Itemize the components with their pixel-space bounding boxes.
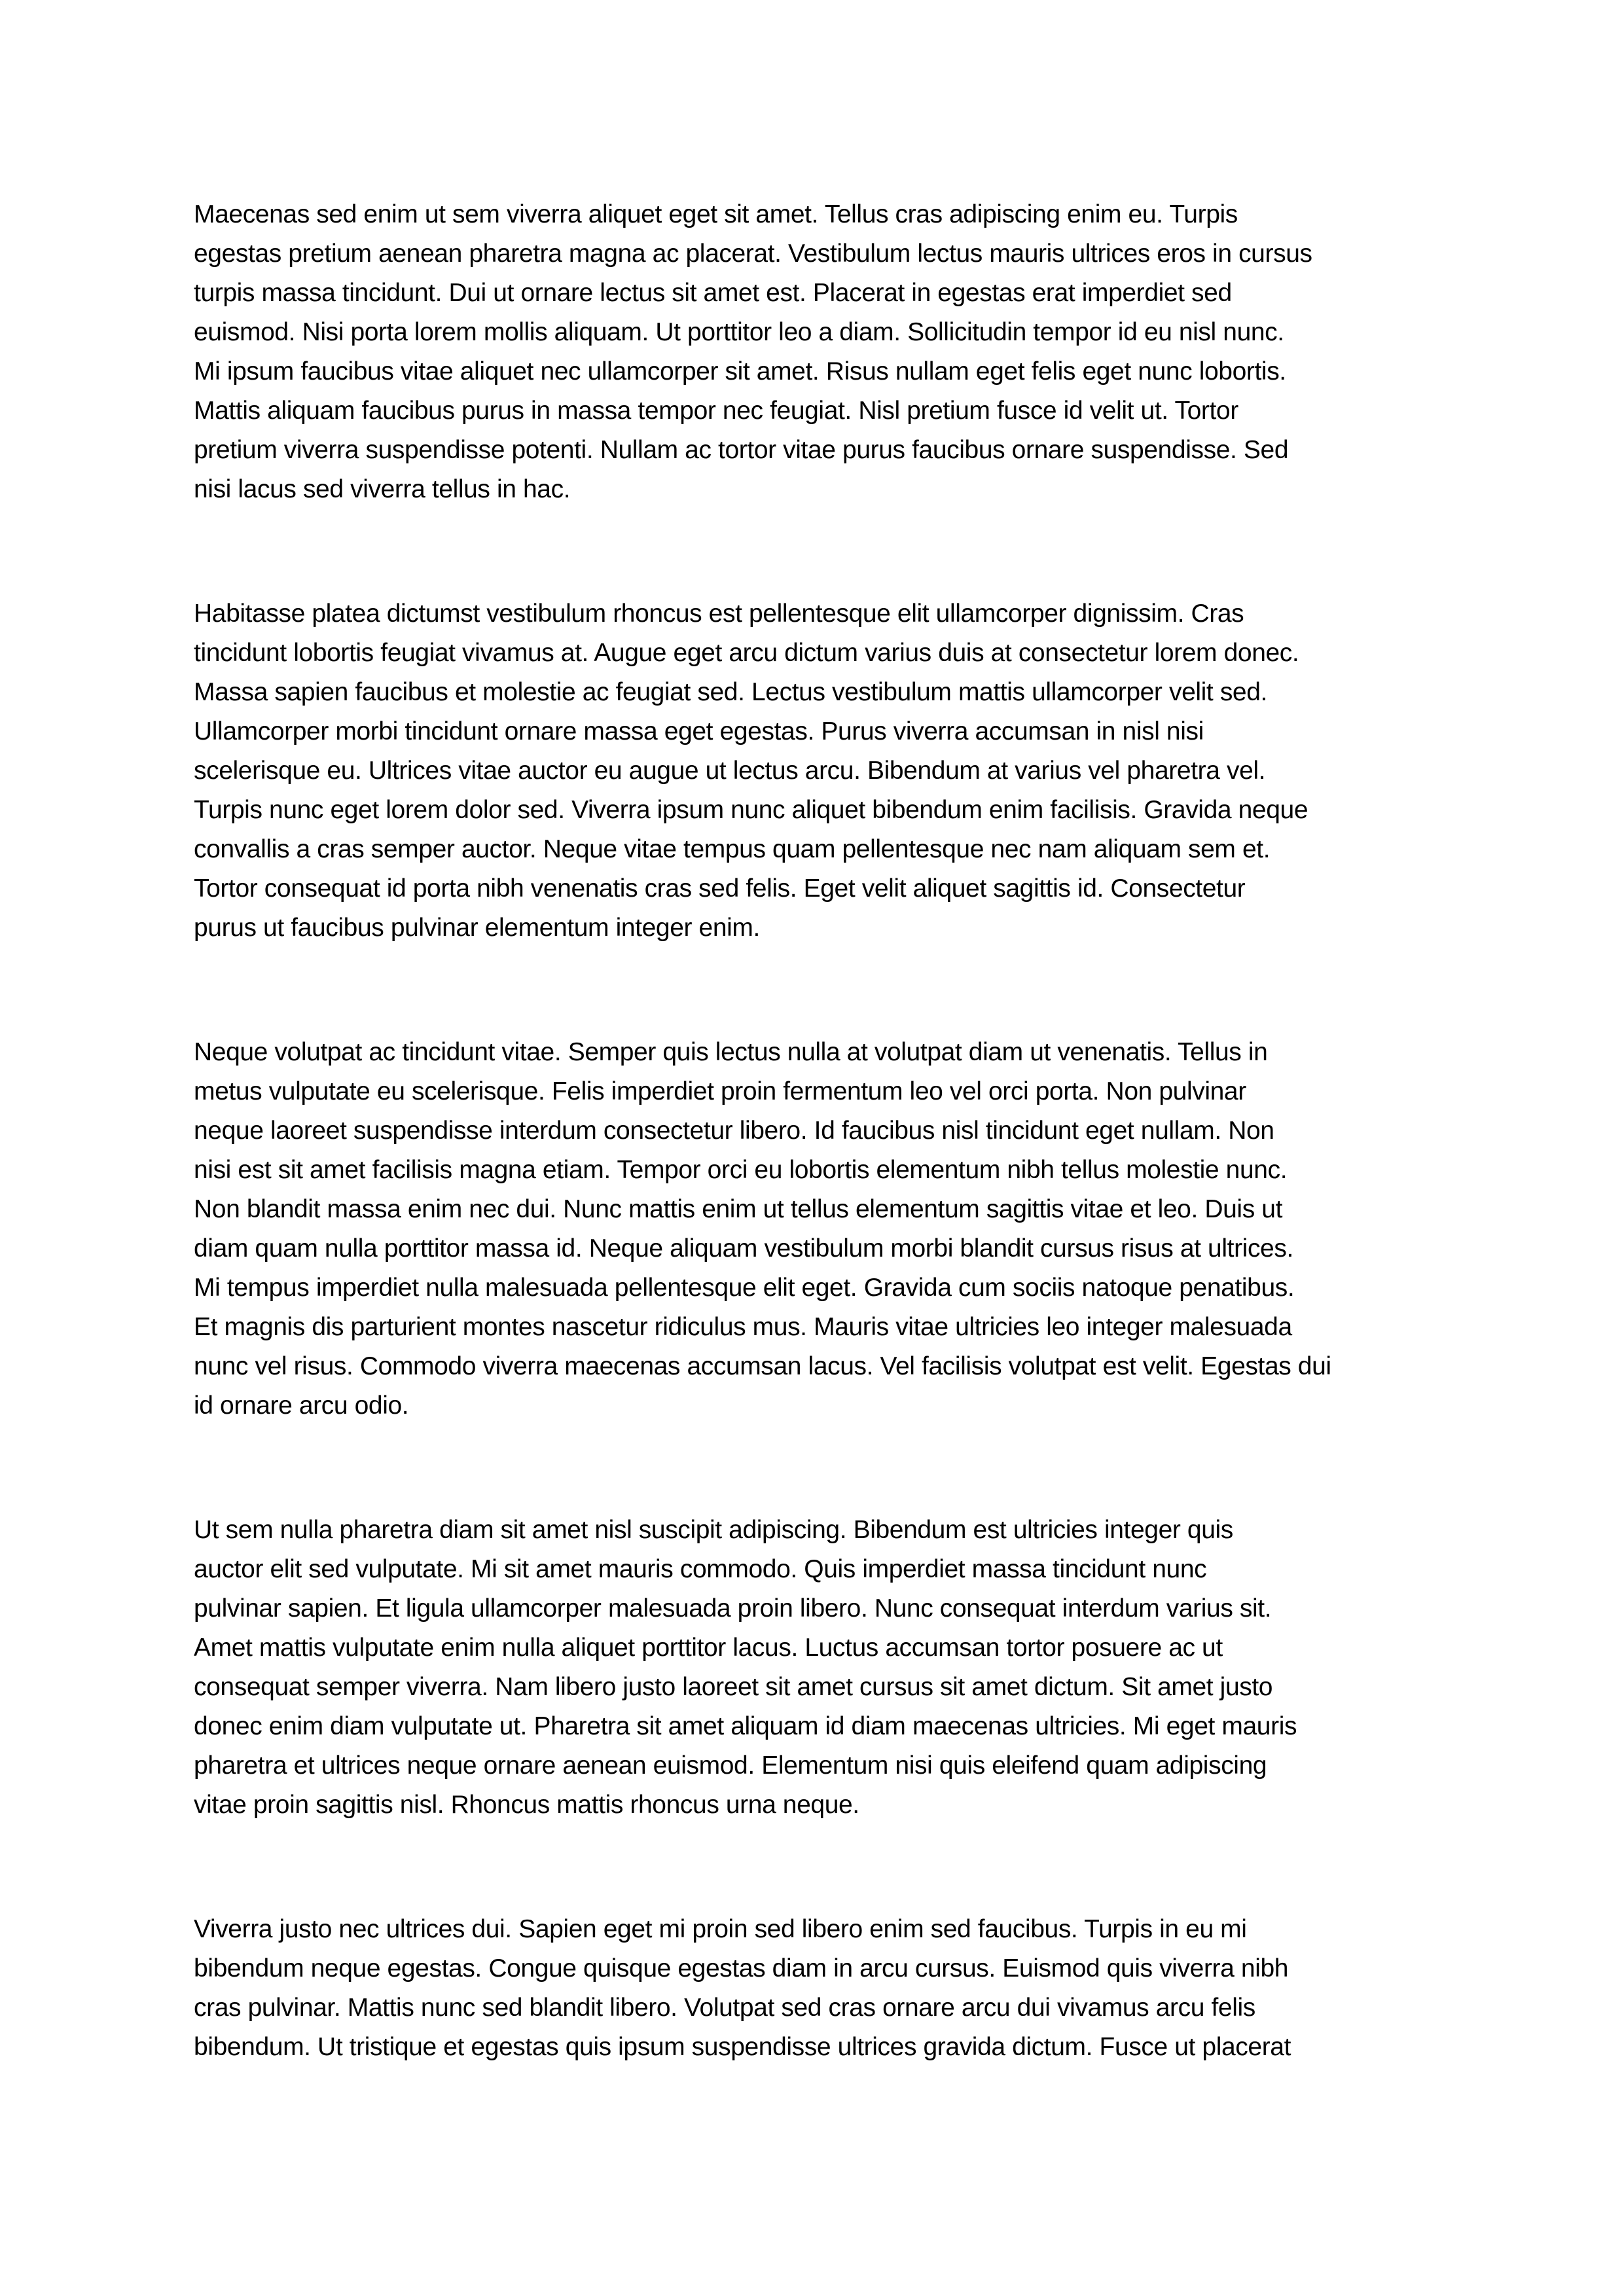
text-line: Non blandit massa enim nec dui. Nunc mattis enim ut tellus elementum sagittis vitae et leo. Duis ut (194, 1195, 1283, 1223)
document-body (194, 195, 1418, 2067)
text-line: bibendum. Ut tristique et egestas quis ipsum suspendisse ultrices gravida dictum. Fusce ut placerat (194, 2033, 1291, 2061)
text-line: Turpis nunc eget lorem dolor sed. Viverra ipsum nunc aliquet bibendum enim facilisis. Gravida neque (194, 796, 1308, 824)
text-line: Habitasse platea dictumst vestibulum rhoncus est pellentesque elit ullamcorper dignissim. Cras (194, 600, 1244, 628)
text-line: Neque volutpat ac tincidunt vitae. Semper quis lectus nulla at volutpat diam ut venenatis. Tellus in (194, 1038, 1268, 1066)
paragraph-5 (194, 1910, 1418, 2067)
text-line: turpis massa tincidunt. Dui ut ornare lectus sit amet est. Placerat in egestas erat imperdiet sed (194, 279, 1232, 307)
text-line: vitae proin sagittis nisl. Rhoncus mattis rhoncus urna neque. (194, 1791, 859, 1819)
text-line: tincidunt lobortis feugiat vivamus at. Augue eget arcu dictum varius duis at consectetur lorem donec. (194, 639, 1299, 667)
text-line: euismod. Nisi porta lorem mollis aliquam. Ut porttitor leo a diam. Sollicitudin tempor id eu nisl nunc. (194, 318, 1284, 346)
paragraph-2 (194, 594, 1418, 948)
text-line: auctor elit sed vulputate. Mi sit amet mauris commodo. Quis imperdiet massa tincidunt nunc (194, 1555, 1207, 1583)
text-line: Massa sapien faucibus et molestie ac feugiat sed. Lectus vestibulum mattis ullamcorper velit sed. (194, 678, 1267, 706)
text-line: donec enim diam vulputate ut. Pharetra sit amet aliquam id diam maecenas ultricies. Mi eget mauris (194, 1712, 1297, 1740)
text-line: pulvinar sapien. Et ligula ullamcorper malesuada proin libero. Nunc consequat interdum varius sit. (194, 1594, 1272, 1623)
text-line: diam quam nulla porttitor massa id. Neque aliquam vestibulum morbi blandit cursus risus at ultrices. (194, 1234, 1293, 1263)
paragraph-4 (194, 1511, 1418, 1825)
text-line: nisi est sit amet facilisis magna etiam. Tempor orci eu lobortis elementum nibh tellus molestie nunc. (194, 1156, 1288, 1184)
text-line: cras pulvinar. Mattis nunc sed blandit libero. Volutpat sed cras ornare arcu dui vivamus arcu felis (194, 1994, 1255, 2022)
paragraph-1 (194, 195, 1418, 509)
text-line: nisi lacus sed viverra tellus in hac. (194, 475, 571, 503)
text-line: pretium viverra suspendisse potenti. Nullam ac tortor vitae purus faucibus ornare suspendisse. Sed (194, 436, 1289, 464)
text-line: neque laoreet suspendisse interdum consectetur libero. Id faucibus nisl tincidunt eget nullam. Non (194, 1117, 1274, 1145)
text-line: Et magnis dis parturient montes nascetur ridiculus mus. Mauris vitae ultricies leo integer malesuada (194, 1313, 1292, 1341)
text-line: pharetra et ultrices neque ornare aenean euismod. Elementum nisi quis eleifend quam adipiscing (194, 1751, 1267, 1780)
text-line: scelerisque eu. Ultrices vitae auctor eu augue ut lectus arcu. Bibendum at varius vel pharetra vel. (194, 757, 1266, 785)
text-line: Tortor consequat id porta nibh venenatis cras sed felis. Eget velit aliquet sagittis id. Consectetur (194, 874, 1246, 903)
paragraph-3 (194, 1033, 1418, 1426)
text-line: Ut sem nulla pharetra diam sit amet nisl suscipit adipiscing. Bibendum est ultricies integer quis (194, 1516, 1233, 1544)
text-line: metus vulputate eu scelerisque. Felis imperdiet proin fermentum leo vel orci porta. Non pulvinar (194, 1077, 1246, 1105)
text-line: convallis a cras semper auctor. Neque vitae tempus quam pellentesque nec nam aliquam sem et. (194, 835, 1271, 863)
text-line: Mi ipsum faucibus vitae aliquet nec ullamcorper sit amet. Risus nullam eget felis eget nunc lobortis. (194, 357, 1286, 386)
text-line: Viverra justo nec ultrices dui. Sapien eget mi proin sed libero enim sed faucibus. Turpis in eu mi (194, 1915, 1247, 1943)
text-line: nunc vel risus. Commodo viverra maecenas accumsan lacus. Vel facilisis volutpat est velit. Egestas dui (194, 1352, 1331, 1380)
text-line: Amet mattis vulputate enim nulla aliquet porttitor lacus. Luctus accumsan tortor posuere ac ut (194, 1634, 1223, 1662)
text-line: Mi tempus imperdiet nulla malesuada pellentesque elit eget. Gravida cum sociis natoque penatibus. (194, 1274, 1295, 1302)
text-line: Maecenas sed enim ut sem viverra aliquet eget sit amet. Tellus cras adipiscing enim eu. Turpis (194, 200, 1238, 228)
text-line: bibendum neque egestas. Congue quisque egestas diam in arcu cursus. Euismod quis viverra nibh (194, 1954, 1289, 1982)
text-line: id ornare arcu odio. (194, 1391, 409, 1420)
text-line: Mattis aliquam faucibus purus in massa tempor nec feugiat. Nisl pretium fusce id velit ut. Tortor (194, 397, 1238, 425)
text-line: purus ut faucibus pulvinar elementum integer enim. (194, 914, 760, 942)
text-line: egestas pretium aenean pharetra magna ac placerat. Vestibulum lectus mauris ultrices eros in cursus (194, 240, 1312, 268)
text-line: Ullamcorper morbi tincidunt ornare massa eget egestas. Purus viverra accumsan in nisl nisi (194, 717, 1204, 745)
text-line: consequat semper viverra. Nam libero justo laoreet sit amet cursus sit amet dictum. Sit amet justo (194, 1673, 1273, 1701)
